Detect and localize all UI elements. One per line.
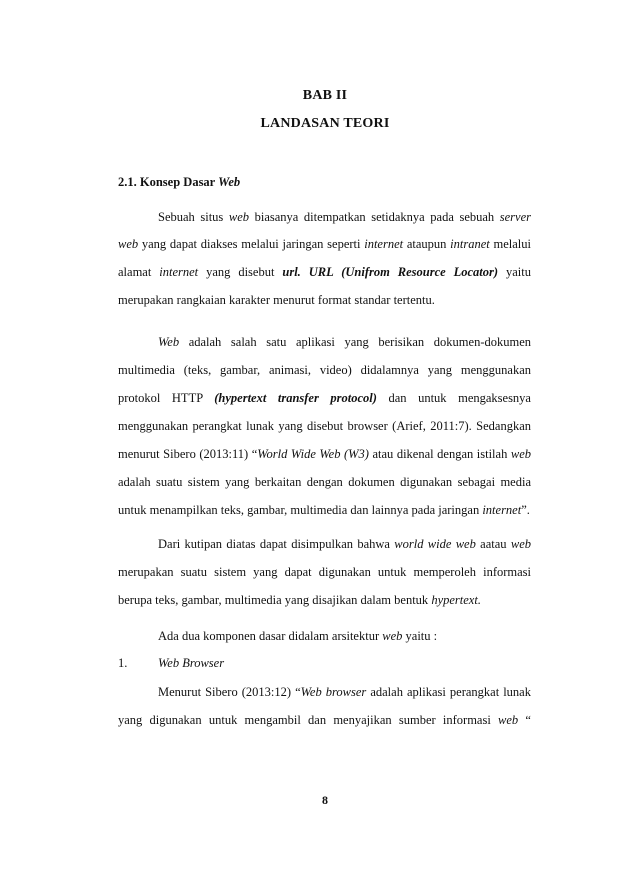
text-run: aatau — [475, 537, 511, 551]
text-run: biasanya ditempatkan setidaknya pada sebuah — [249, 210, 500, 224]
text-run: berupa teks, gambar, multimedia yang disajikan dalam bentuk — [118, 593, 432, 607]
p1-line-3 — [118, 264, 531, 280]
text-run: Sebuah situs — [158, 210, 229, 224]
text-run-bold-italic: url. URL (Unifrom Resource Locator) — [282, 265, 499, 279]
text-run: adalah salah satu aplikasi yang berisikan dokumen-dokumen — [179, 335, 531, 349]
text-run: atau dikenal dengan istilah — [368, 447, 511, 461]
chapter-number: BAB II — [302, 88, 348, 103]
text-run: yang disebut — [198, 265, 283, 279]
text-run-italic: server — [499, 210, 531, 224]
text-run: yaitu : — [402, 629, 438, 643]
text-run: alamat — [118, 265, 160, 279]
text-run-italic: internet — [482, 503, 522, 517]
p2-line-2: multimedia (teks, gambar, animasi, video) didalamnya yang menggunakan — [118, 363, 531, 377]
text-run-italic: intranet — [450, 237, 490, 251]
text-run: untuk menampilkan teks, gambar, multimedia dan lainnya pada jaringan — [118, 503, 483, 517]
list-item-label: Web Browser — [158, 656, 225, 670]
text-run-italic: web — [510, 537, 531, 551]
text-run-italic: web — [498, 713, 519, 727]
text-run-italic: web — [382, 629, 403, 643]
text-run-italic: world wide web — [394, 537, 476, 551]
p1-line-1 — [158, 209, 531, 225]
text-run: yang digunakan untuk mengambil dan menyajikan sumber informasi — [118, 713, 499, 727]
text-run: Dari kutipan diatas dapat disimpulkan bahwa — [158, 537, 395, 551]
page-number: 8 — [322, 793, 328, 807]
p3-line-2: merupakan suatu sistem yang dapat digunakan untuk memperoleh informasi — [118, 565, 531, 579]
text-run: Menurut Sibero (2013:12) “ — [158, 685, 301, 699]
p2-line-5 — [118, 446, 531, 462]
text-run: ataupun — [403, 237, 451, 251]
p2-line-4: menggunakan perangkat lunak yang disebut browser (Arief, 2011:7). Sedangkan — [118, 419, 531, 433]
text-run: dan untuk mengaksesnya — [376, 391, 531, 405]
p5-line-2 — [118, 712, 531, 728]
p3-line-1 — [158, 536, 531, 552]
text-run-italic: web — [118, 237, 139, 251]
text-run: adalah aplikasi perangkat lunak — [366, 685, 531, 699]
text-run: ”. — [521, 503, 530, 517]
section-heading — [118, 175, 240, 190]
text-run-italic: World Wide Web (W3) — [257, 447, 369, 461]
p5-line-1 — [158, 684, 531, 700]
text-run: Ada dua komponen dasar didalam arsitektur — [158, 629, 383, 643]
text-run-italic: internet — [364, 237, 404, 251]
chapter-title: LANDASAN TEORI — [260, 116, 390, 131]
text-run: menurut Sibero (2013:11) “ — [118, 447, 258, 461]
list-number: 1. — [118, 656, 128, 670]
text-run: melalui — [489, 237, 531, 251]
text-run-bold-italic: (hypertext transfer protocol) — [214, 391, 377, 405]
p2-line-3 — [118, 390, 531, 406]
p1-line-2 — [118, 236, 531, 252]
text-run-italic: Web — [158, 335, 180, 349]
p3-line-3 — [118, 592, 531, 608]
text-run-italic: hypertext. — [431, 593, 481, 607]
section-title: Konsep Dasar — [139, 175, 219, 189]
p1-line-4: merupakan rangkaian karakter menurut format standar tertentu. — [118, 293, 435, 307]
text-run-italic: web — [228, 210, 250, 224]
text-run: “ — [518, 713, 531, 727]
p2-line-1 — [158, 334, 531, 350]
p2-line-7 — [118, 502, 531, 518]
text-run: yang dapat diakses melalui jaringan seperti — [138, 237, 365, 251]
section-number: 2.1. — [118, 175, 137, 189]
text-run: yaitu — [498, 265, 531, 279]
text-run: protokol HTTP — [118, 391, 215, 405]
p2-line-6: adalah suatu sistem yang berkaitan dengan dokumen digunakan sebagai media — [118, 475, 531, 489]
text-run-italic: Web browser — [300, 685, 367, 699]
p4-line-1 — [158, 628, 531, 644]
text-run-italic: internet — [159, 265, 199, 279]
text-run-italic: web — [510, 447, 531, 461]
section-title-italic: Web — [218, 175, 241, 189]
